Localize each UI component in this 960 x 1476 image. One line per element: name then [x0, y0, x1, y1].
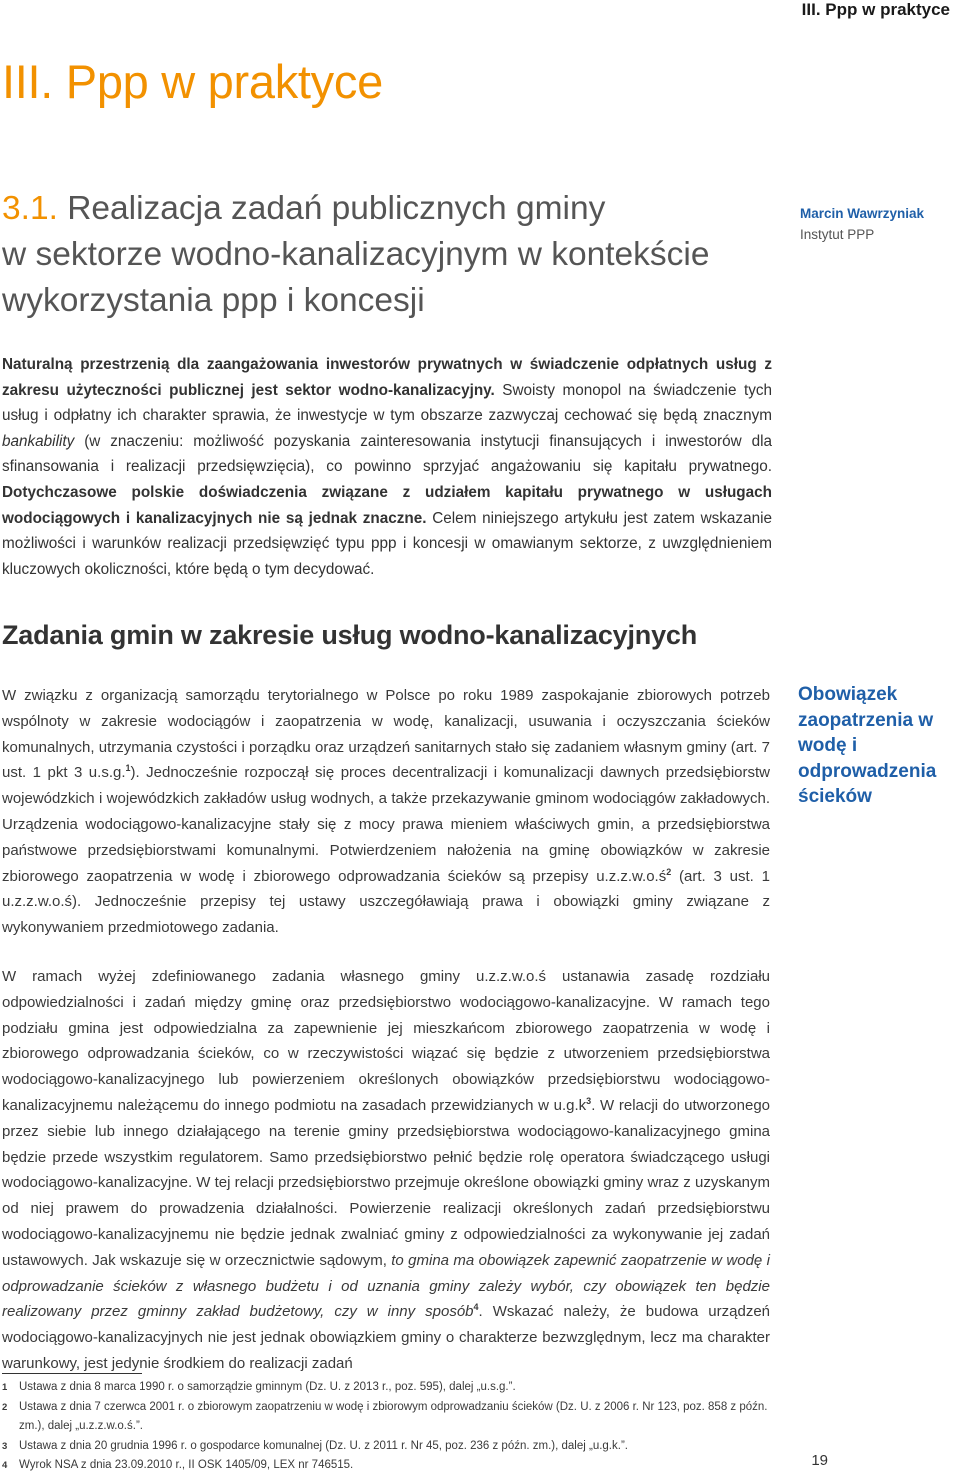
footnote-number: 1 — [2, 1382, 8, 1393]
footnote-number: 3 — [2, 1440, 8, 1452]
footnote-text: Wyrok NSA z dnia 23.09.2010 r., II OSK 1405/09, LEX nr 746515. — [19, 1459, 354, 1471]
lead-sentence-3: Dotychczasowe polskie doświadczenia związane z udziałem kapitału prywatnego w usługach wodociągowych i kanalizacyjnych nie są jednak znaczne. — [2, 483, 772, 527]
lead-bankability: bankability — [2, 432, 75, 450]
lead-sentence-2a: Swoisty monopol na świadczenie tych usług i odpłatny ich charakter sprawia, że inwestycje w tym obszarze zazwyczaj cechować się będą znacznym — [2, 381, 772, 425]
footnote-ref-3: 3 — [586, 1095, 592, 1106]
lead-sentence-2b: (w znaczeniu: możliwość pozyskania zainteresowania instytucji finansujących i inwestorów dla sfinansowania i realizacji przedsięwzięcia), co powinno sprzyjać angażowaniu się kapitału prywatnego. — [2, 432, 772, 476]
body-paragraph-1 — [2, 683, 770, 941]
p1-text-b: ). Jednocześnie rozpoczął się proces decentralizacji i komunalizacji dawnych przedsiębiorstw wojewódzkich i wojewódzkich zakładów usług wodnych, a także przekazywanie gminom wodociągów zakładowych. Urządzenia wodociągowo-kanalizacyjne stały się z mocy prawa mieniem właściwych gmin, a przedsiębiorstwa państwowe przedsiębiorstwami komunalnymi. Potwierdzeniem nałożenia na gminę obowiązków w zakresie zbiorowego zaopatrzenia w wodę i zbiorowego odprowadzania ścieków są przepisy u.z.z.w.o.ś — [2, 764, 770, 885]
p1-text-a: W związku z organizacją samorządu terytorialnego w Polsce po roku 1989 zaspokajanie zbiorowych potrzeb wspólnoty w zakresie wodociągów i zaopatrzenia w wodę, kanalizacji, usuwania i oczyszczania ścieków komunalnych, utrzymania czystości i porządku oraz urządzeń sanitarnych stało się zadaniem własnym gminy (art. 7 ust. 1 pkt 3 u.s.g. — [2, 687, 770, 782]
running-header: III. Ppp w praktyce — [801, 0, 950, 19]
footnote-text: Ustawa z dnia 8 marca 1990 r. o samorządzie gminnym (Dz. U. z 2013 r., poz. 595), dalej „u.s.g.”. — [19, 1381, 516, 1393]
author-affiliation: Instytut PPP — [800, 227, 875, 242]
footnote-2 — [2, 1398, 772, 1437]
author-name: Marcin Wawrzyniak — [800, 206, 925, 221]
subsection-heading: Zadania gmin w zakresie usług wodno-kanalizacyjnych — [2, 620, 697, 650]
p2-text-c: . Wskazać należy, że budowa urządzeń wodociągowo-kanalizacyjnych nie jest jednak obowiązkiem gminy o charakterze bezwzględnym, lecz ma charakter warunkowy, jest jedynie środkiem do realizacji zadań — [2, 1303, 771, 1372]
footnote-text: Ustawa z dnia 7 czerwca 2001 r. o zbiorowym zaopatrzeniu w wodę i zbiorowym odprowadzaniu ścieków (Dz. U. z 2006 r. Nr 123, poz. 858 z późn. zm.), dalej „u.z.z.w.o.ś.”. — [19, 1400, 768, 1432]
footnotes — [2, 1378, 772, 1476]
footnote-ref-2: 2 — [666, 866, 672, 877]
section-title-line-3: wykorzystania ppp i koncesji — [2, 282, 425, 319]
chapter-title: III. Ppp w praktyce — [2, 55, 383, 108]
lead-sentence-1: Naturalną przestrzenią dla zaangażowania inwestorów prywatnych w świadczenie odpłatnych usług z zakresu użyteczności publicznej jest sektor wodno-kanalizacyjny. — [2, 356, 772, 399]
p2-quote: to gmina ma obowiązek zapewnić zaopatrzenie w wodę i odprowadzanie ścieków z własnego budżetu i od uznania gminy zależy wybór, czy obowiązek ten będzie realizowany przez gminny zakład budżetowy, czy w inny sposób — [2, 1251, 770, 1321]
page-number: 19 — [811, 1452, 828, 1469]
footnote-1 — [2, 1378, 772, 1398]
footnote-3 — [2, 1437, 772, 1457]
body-paragraph-2 — [2, 964, 770, 1377]
lead-sentence-4: Celem niniejszego artykułu jest zatem wskazanie możliwości i warunków realizacji przedsięwzięć typu ppp i koncesji w omawianym sektorze, z uwzględnieniem kluczowych okoliczności, które będą o tym decydować. — [2, 509, 772, 578]
lead-paragraph — [2, 352, 772, 582]
section-title — [2, 186, 782, 324]
footnote-number: 4 — [2, 1460, 8, 1471]
p2-text-a: W ramach wyżej zdefiniowanego zadania własnego gminy u.z.z.w.o.ś ustanawia zasadę rozdziału odpowiedzialności i zadań między gminę oraz przedsiębiorstwo wodociągowo-kanalizacyjne. W ramach tego podziału gmina jest odpowiedzialna za zapewnienie jej mieszkańcom zbiorowego zaopatrzenia w wodę i zbiorowego odprowadzania ścieków, co w rzeczywistości wiązać się będzie z utworzeniem przedsiębiorstwa wodociągowo-kanalizacyjnego lub powierzeniem określonych obowiązków przedsiębiorstwu wodociągowo-kanalizacyjnemu należącemu do innego podmiotu na zasadach przewidzianych w u.g.k — [2, 968, 770, 1114]
footnote-text: Ustawa z dnia 20 grudnia 1996 r. o gospodarce komunalnej (Dz. U. z 2011 r. Nr 45, poz. 236 z późn. zm.), dalej „u.g.k.”. — [19, 1439, 628, 1452]
author-block — [800, 203, 924, 245]
footnote-4 — [2, 1456, 772, 1476]
footnote-number: 2 — [2, 1401, 8, 1413]
footnote-ref-1: 1 — [125, 763, 131, 774]
section-title-line-2: w sektorze wodno-kanalizacyjnym w kontekście — [2, 236, 710, 273]
footnote-ref-4: 4 — [473, 1302, 479, 1313]
p1-text-c: (art. 3 ust. 1 u.z.z.w.o.ś). Jednocześnie przepisy tej ustawy uszczegóławiają prawa i obowiązki gminy związane z wykonywaniem przedmiotowego zadania. — [2, 867, 770, 937]
margin-note: Obowiązek zaopatrzenia w wodę i odprowadzenia ścieków — [798, 684, 937, 808]
p2-text-b: . W relacji do utworzonego przez siebie lub innego działającego na terenie gminy przedsiębiorstwa wodociągowo-kanalizacyjnego gmina będzie przede wszystkim regulatorem. Samo przedsiębiorstwo pełnić będzie rolę operatora świadczącego usługi wodociągowo-kanalizacyjne. W tej relacji przedsiębiorstwo przejmuje określone obowiązki gminy wraz z uzyskanym od niej prawem do prowadzenia działalności. Powierzenie realizacji określonych zadań przedsiębiorstwu wodociągowo-kanalizacyjnemu nie będzie jednak zwalniać gminy z odpowiedzialności za wykonywanie jej zadań ustawowych. Jak wskazuje się w orzecznictwie sądowym, — [2, 1096, 771, 1269]
section-number: 3.1. — [2, 190, 58, 227]
footnote-divider — [2, 1373, 142, 1374]
section-title-line-1: Realizacja zadań publicznych gminy — [67, 190, 606, 227]
